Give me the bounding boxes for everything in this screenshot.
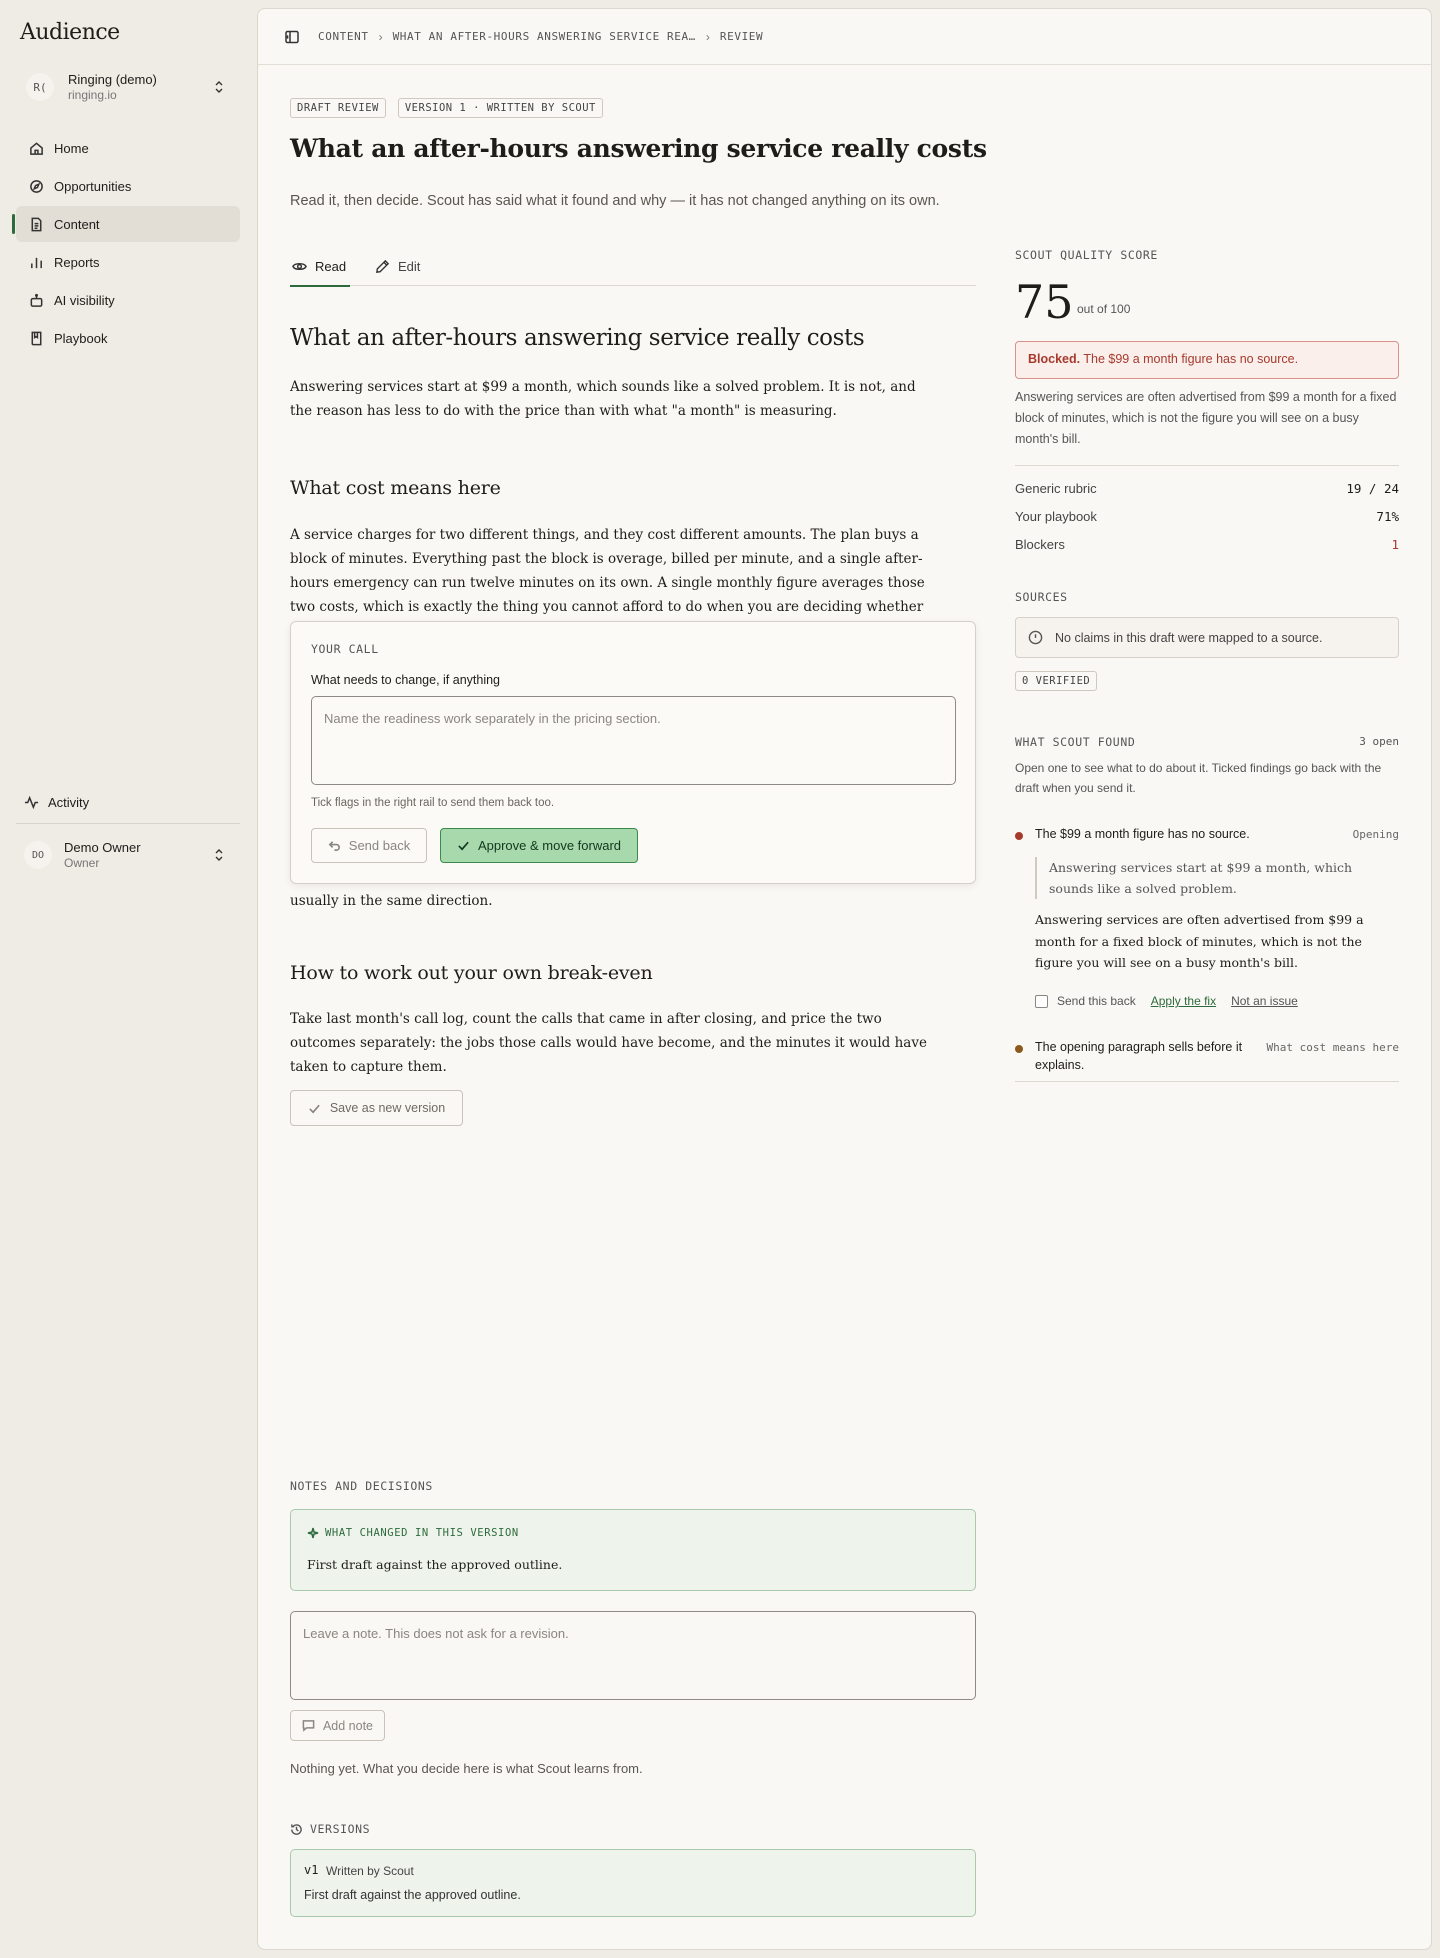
workspace-avatar: R(	[26, 73, 54, 101]
finding-location: What cost means here	[1266, 1041, 1399, 1054]
avatar: DO	[24, 841, 52, 869]
user-menu[interactable]	[16, 830, 240, 880]
your-call-hint: Tick flags in the right rail to send them back too.	[311, 797, 555, 809]
blocked-description: Answering services are often advertised from $99 a month for a fixed block of minutes, which is not the figure you will see on a busy month's bill.	[1015, 390, 1397, 446]
check-icon	[308, 1102, 321, 1115]
sidebar-item-home[interactable]	[16, 130, 240, 166]
findings-count: 3 open	[1359, 735, 1399, 748]
finding-quote: Answering services start at $99 a month, which sounds like a solved problem.	[1035, 857, 1399, 899]
change-request-input[interactable]	[311, 696, 956, 785]
notes-heading: NOTES AND DECISIONS	[290, 1479, 433, 1493]
notes-empty-state: Nothing yet. What you decide here is what Scout learns from.	[290, 1761, 643, 1776]
metric-value: 19 / 24	[1346, 481, 1399, 496]
sidebar-toggle-icon[interactable]	[284, 29, 300, 45]
main-panel	[257, 8, 1432, 1950]
severity-dot	[1015, 1045, 1023, 1053]
home-icon	[28, 140, 44, 156]
workspace-domain: ringing.io	[68, 88, 117, 102]
sidebar-item-label: AI visibility	[54, 292, 115, 308]
user-name: Demo Owner	[64, 840, 141, 855]
section-paragraph: Take last month's call log, count the calls that came in after closing, and price the two outcomes separately: the jobs those calls would have become, and the minutes it would have taken to capture them.	[290, 1011, 927, 1075]
breadcrumb-article[interactable]: WHAT AN AFTER-HOURS ANSWERING SERVICE REA…	[392, 30, 696, 43]
severity-dot	[1015, 832, 1023, 840]
metric-label: Your playbook	[1015, 509, 1097, 524]
compass-icon	[28, 178, 44, 194]
approve-label: Approve & move forward	[477, 838, 622, 853]
document-icon	[28, 216, 44, 232]
version-item[interactable]	[290, 1849, 976, 1917]
check-icon	[457, 839, 470, 852]
brand-logo[interactable]: Audience	[20, 20, 120, 45]
sidebar-divider	[16, 823, 240, 824]
view-tabs	[290, 246, 976, 286]
history-icon	[290, 1823, 303, 1836]
sidebar	[0, 0, 256, 1958]
article-title: What an after-hours answering service really costs	[290, 325, 865, 351]
sources-label: SOURCES	[1015, 590, 1068, 604]
robot-icon	[28, 292, 44, 308]
blocked-strong: Blocked.	[1028, 352, 1081, 366]
note-input[interactable]	[290, 1611, 976, 1700]
version-badge: VERSION 1 · WRITTEN BY SCOUT	[398, 98, 603, 118]
your-call-label: YOUR CALL	[311, 642, 379, 656]
finding-location: Opening	[1352, 828, 1399, 841]
section-heading: What cost means here	[290, 477, 501, 499]
your-call-question: What needs to change, if anything	[311, 673, 501, 687]
comment-icon	[302, 1719, 315, 1732]
breadcrumb-content[interactable]: CONTENT	[318, 30, 369, 43]
sidebar-item-activity[interactable]	[16, 786, 240, 818]
sidebar-item-label: Home	[54, 140, 89, 156]
metric-label: Blockers	[1015, 537, 1065, 552]
sidebar-item-label: Content	[54, 216, 100, 232]
chevron-right-icon: ›	[378, 29, 383, 44]
undo-icon	[328, 839, 341, 852]
quality-score: 75	[1015, 275, 1074, 329]
approve-button[interactable]	[440, 828, 638, 863]
sidebar-item-playbook[interactable]	[16, 320, 240, 356]
metric-value: 71%	[1376, 509, 1399, 524]
add-note-button[interactable]	[290, 1710, 385, 1741]
sidebar-item-reports[interactable]	[16, 244, 240, 280]
info-icon	[1028, 630, 1043, 645]
sidebar-nav	[16, 130, 240, 358]
chevron-up-down-icon	[210, 846, 228, 864]
sidebar-item-opportunities[interactable]	[16, 168, 240, 204]
tab-read[interactable]	[292, 246, 350, 286]
workspace-name: Ringing (demo)	[68, 72, 157, 87]
finding-title[interactable]: The opening paragraph sells before it explains.	[1035, 1040, 1243, 1072]
page-subtitle: Read it, then decide. Scout has said what it found and why — it has not changed anything on its own.	[290, 193, 940, 209]
send-back-label: Send back	[348, 838, 411, 853]
blocked-text: The $99 a month figure has no source.	[1083, 352, 1299, 366]
breadcrumb	[258, 9, 1431, 65]
user-role: Owner	[64, 856, 100, 870]
metric-row	[1015, 509, 1399, 524]
sources-empty-state	[1015, 617, 1399, 658]
sidebar-item-ai-visibility[interactable]	[16, 282, 240, 318]
changed-title	[307, 1527, 519, 1539]
tab-edit[interactable]	[375, 246, 420, 286]
score-max: out of 100	[1077, 302, 1131, 316]
apply-fix-link[interactable]: Apply the fix	[1150, 994, 1217, 1008]
rail-divider	[1015, 465, 1399, 466]
bar-chart-icon	[28, 254, 44, 270]
sparkle-icon	[307, 1527, 319, 1539]
section-heading: How to work out your own break-even	[290, 962, 653, 984]
add-note-label: Add note	[322, 1718, 374, 1733]
send-back-button[interactable]	[311, 828, 427, 863]
status-badge: DRAFT REVIEW	[290, 98, 386, 118]
section-paragraph-tail: usually in the same direction.	[290, 893, 493, 909]
metric-label: Generic rubric	[1015, 481, 1097, 496]
send-back-checkbox[interactable]	[1035, 995, 1048, 1008]
activity-icon	[24, 795, 39, 810]
sidebar-item-label: Opportunities	[54, 178, 132, 194]
changed-text: First draft against the approved outline.	[307, 1557, 563, 1572]
chevron-right-icon: ›	[705, 29, 710, 44]
not-an-issue-link[interactable]: Not an issue	[1231, 994, 1298, 1008]
sidebar-item-label: Playbook	[54, 330, 108, 346]
versions-heading	[290, 1822, 370, 1836]
blocked-alert	[1015, 341, 1399, 379]
version-tag: v1	[304, 1863, 319, 1877]
verified-badge: 0 VERIFIED	[1015, 671, 1097, 691]
save-version-button[interactable]	[290, 1090, 463, 1126]
chevron-up-down-icon	[210, 78, 228, 96]
breadcrumb-review: REVIEW	[719, 30, 764, 43]
workspace-switcher[interactable]	[16, 62, 240, 112]
your-call-card	[290, 621, 976, 884]
version-change-summary	[290, 1509, 976, 1591]
sidebar-item-label: Reports	[54, 254, 100, 270]
sources-empty-text: No claims in this draft were mapped to a source.	[1055, 630, 1323, 645]
metric-row	[1015, 537, 1399, 552]
findings-description: Open one to see what to do about it. Ticked findings go back with the draft when you send it.	[1015, 761, 1382, 795]
page-title: What an after-hours answering service really costs	[290, 134, 987, 163]
findings-label: WHAT SCOUT FOUND	[1015, 735, 1136, 749]
tab-label: Read	[315, 258, 347, 274]
eye-icon	[292, 259, 307, 274]
pencil-icon	[375, 259, 390, 274]
finding-detail: Answering services are often advertised from $99 a month for a fixed block of minutes, which is not the figure you will see on a busy month's bill.	[1035, 912, 1364, 970]
book-icon	[28, 330, 44, 346]
activity-label: Activity	[48, 794, 90, 810]
article-intro: Answering services start at $99 a month, which sounds like a solved problem. It is not, and the reason has less to do with the price than with what "a month" is measuring.	[290, 379, 916, 419]
sidebar-item-content[interactable]	[16, 206, 240, 242]
send-back-label[interactable]: Send this back	[1057, 994, 1136, 1008]
versions-label: VERSIONS	[310, 1822, 371, 1836]
finding-title[interactable]: The $99 a month figure has no source.	[1035, 827, 1250, 841]
score-label: SCOUT QUALITY SCORE	[1015, 248, 1158, 262]
finding-actions	[1035, 994, 1298, 1008]
status-badges	[290, 98, 603, 118]
tab-label: Edit	[398, 258, 421, 274]
section-paragraph: A service charges for two different things, and they cost different amounts. The plan buys a block of minutes. Everything past the block is overage, billed per minute, and a single after-hours emergency can run twelve minutes on its own. A single monthly figure averages those two costs, which is exactly the thing you cannot afford to do when you are deciding whether	[290, 527, 925, 615]
rail-divider	[1015, 1081, 1399, 1082]
metric-row	[1015, 481, 1399, 496]
version-author: Written by Scout	[326, 1864, 414, 1878]
changed-title-label: WHAT CHANGED IN THIS VERSION	[325, 1527, 519, 1539]
metric-value: 1	[1391, 537, 1399, 552]
save-version-label: Save as new version	[329, 1101, 446, 1115]
version-summary: First draft against the approved outline.	[304, 1888, 521, 1902]
